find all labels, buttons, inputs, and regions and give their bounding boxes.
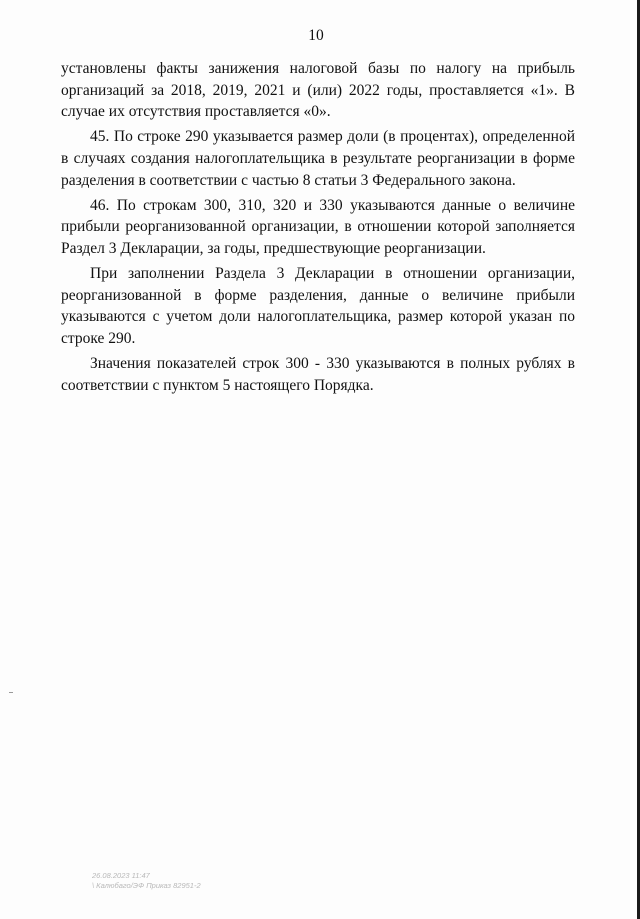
paragraph-item-46: 46. По строкам 300, 310, 320 и 330 указываются данные о величине прибыли реорганизованной организации, в отношении которой заполняется Раздел 3 Декларации, за годы, предшествующие реорганизации. [61,196,575,257]
footer-stamp-ref: \ Калюбаго/ЭФ Приказ 82951-2 [92,881,201,890]
page-number: 10 [308,27,324,44]
footer-stamp-date: 26.08.2023 11:47 [92,871,150,880]
margin-scan-mark [9,692,13,693]
document-body [61,58,575,400]
paragraph-continuation: установлены факты занижения налоговой базы по налогу на прибыль организаций за 2018, 2019, 2021 и (или) 2022 годы, проставляется «1». В случае их отсутствия проставляется «0». [61,60,575,121]
paragraph-values-rubles: Значения показателей строк 300 - 330 указываются в полных рублях в соответствии с пунктом 5 настоящего Порядка. [61,355,575,394]
paragraph-section-3-division: При заполнении Раздела 3 Декларации в отношении организации, реорганизованной в форме разделения, данные о величине прибыли указываются с учетом доли налогоплательщика, размер которой указан по строке 290. [61,265,575,347]
paragraph-item-45: 45. По строке 290 указывается размер доли (в процентах), определенной в случаях создания налогоплательщика в результате реорганизации в форме разделения в соответствии с частью 8 статьи 3 Федерального закона. [61,128,575,189]
footer-stamp [92,871,201,891]
